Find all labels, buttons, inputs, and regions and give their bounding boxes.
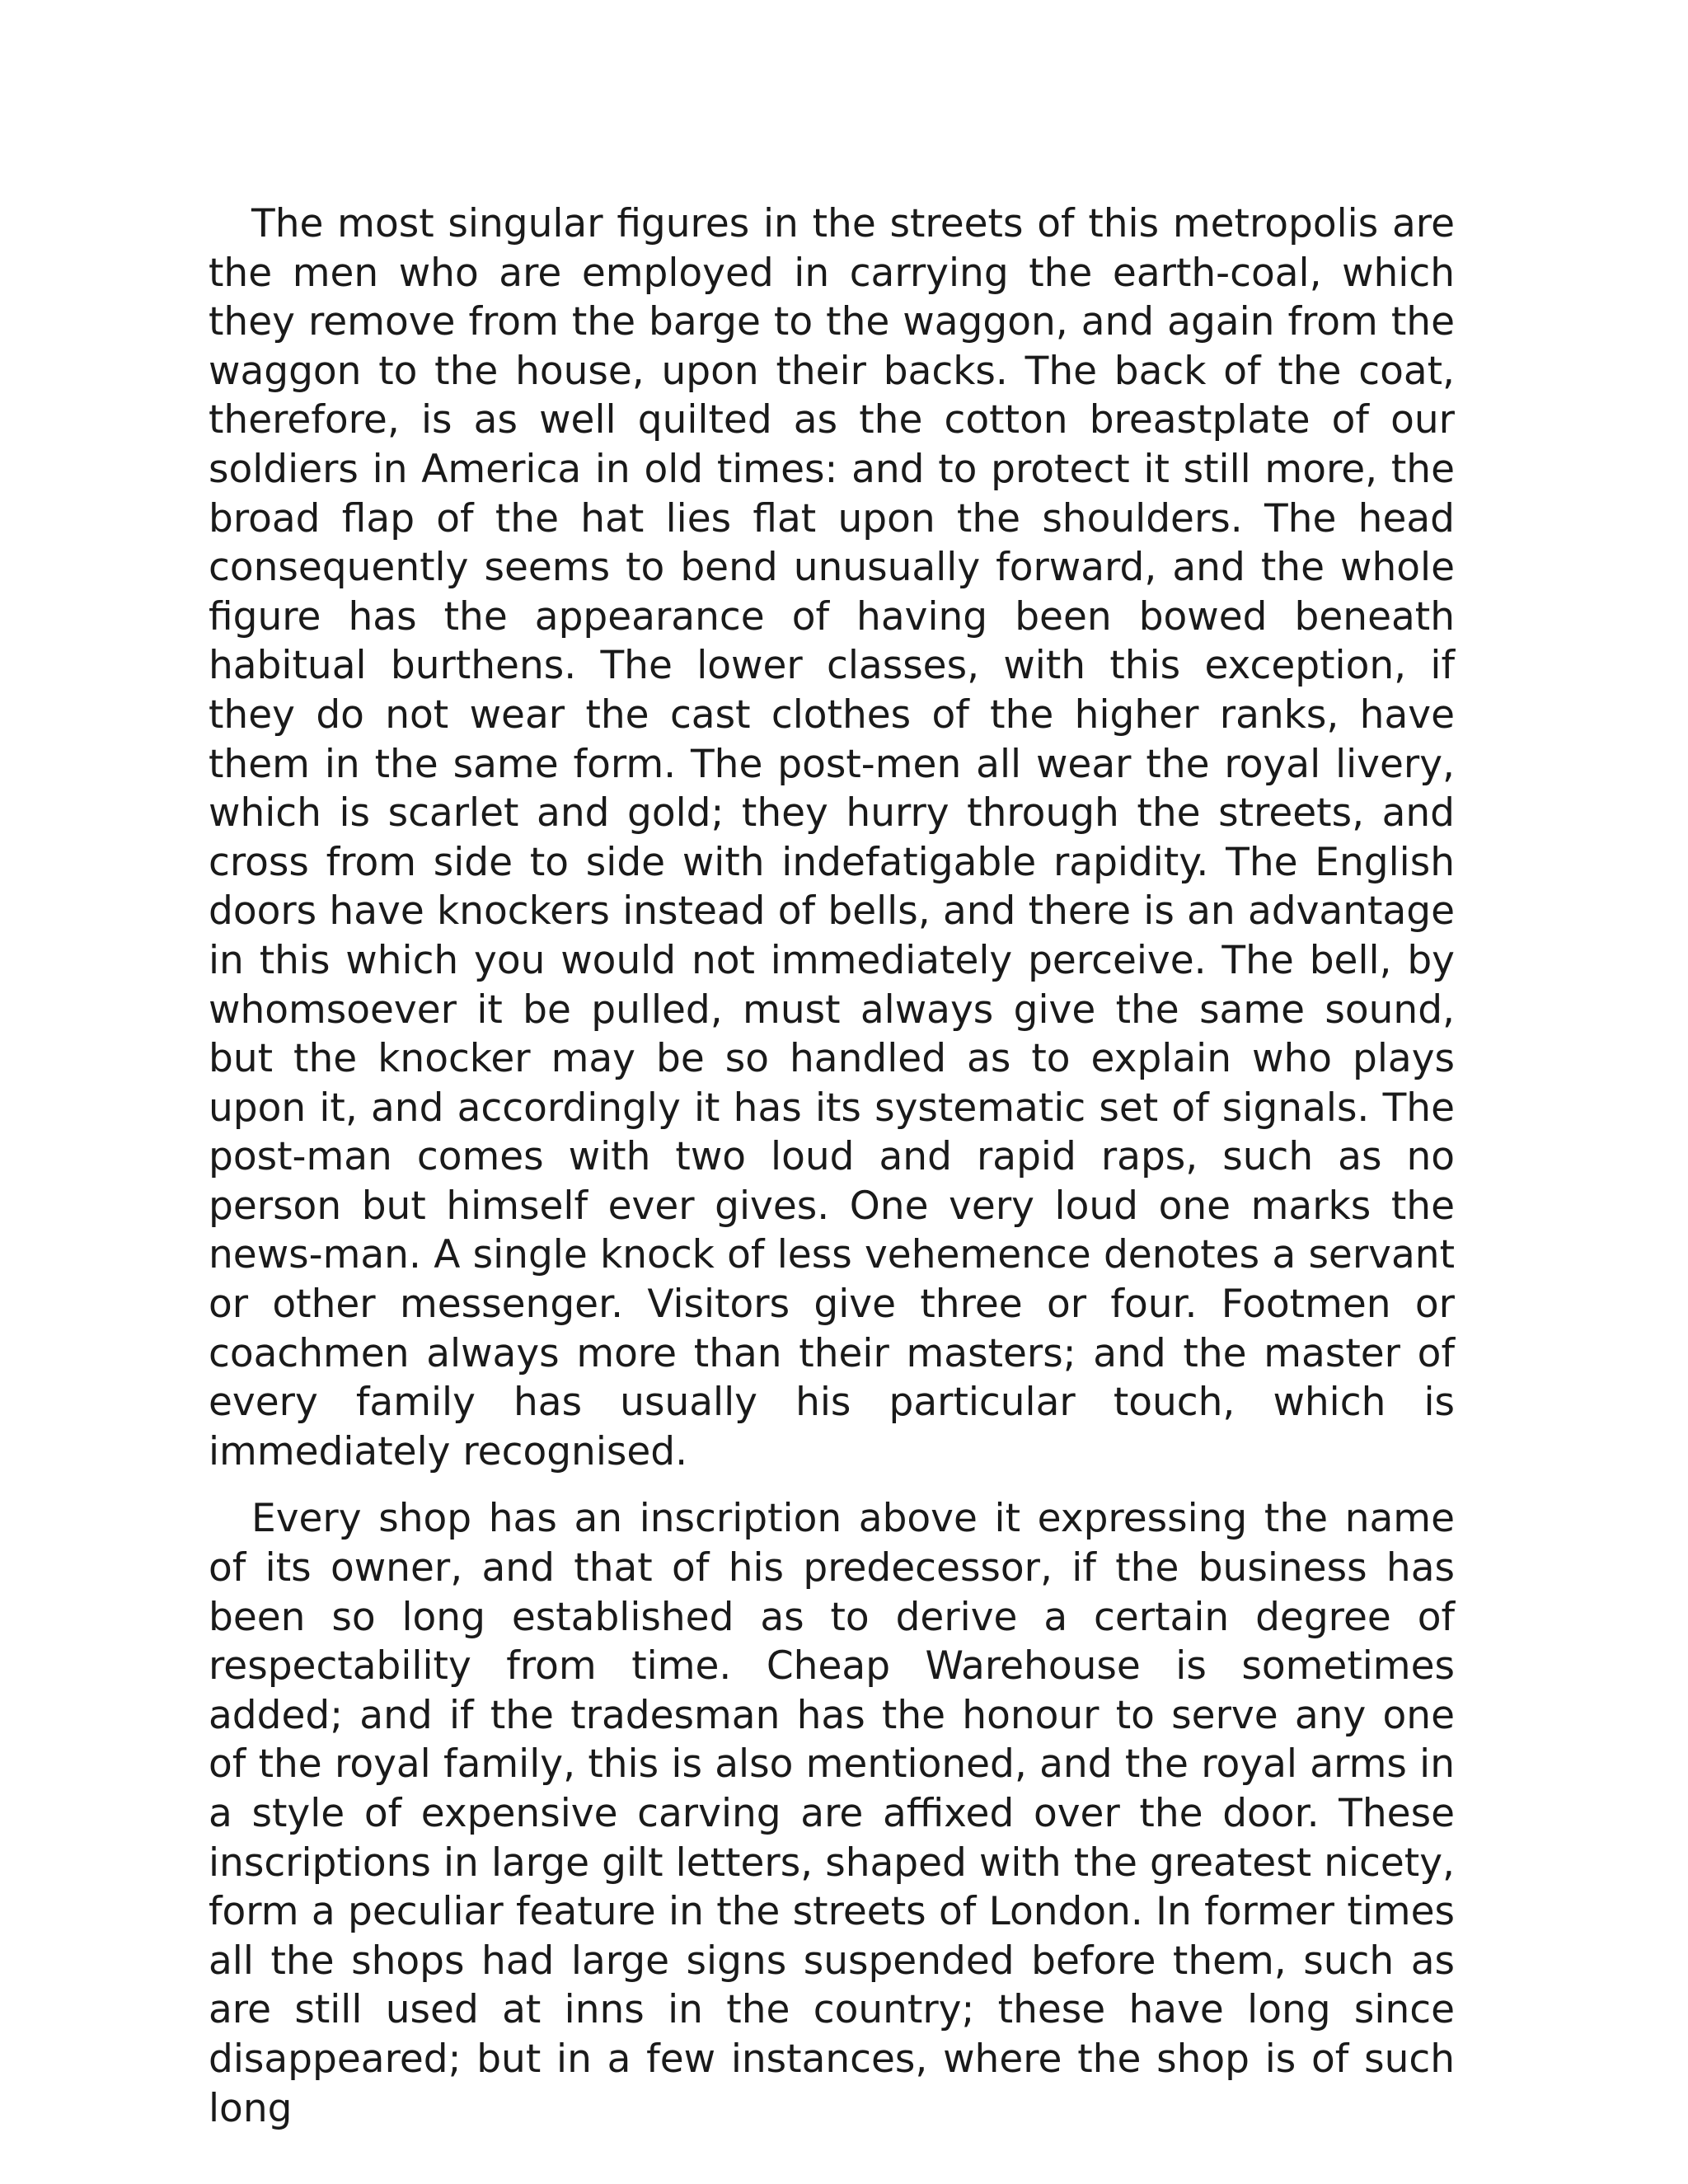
paragraph-shop-inscriptions: Every shop has an inscription above it expressing the name of its owner, and that of his predecessor, if the business has been so long established as to derive a certain degree of respectability from time. Cheap Warehouse is sometimes added; and if the tradesman has the honour to serve any one of the royal family, this is also mentioned, and the royal arms in a style of expensive carving are affixed over the door. These inscriptions in large gilt letters, shaped with the greatest nicety, form a peculiar feature in the streets of London. In former times all the shops had large signs suspended before them, such as are still used at inns in the country; these have long since disappeared; but in a few instances, where the shop is of such long xyxy=(209,1496,1455,2131)
document-page xyxy=(209,199,1455,2151)
paragraph-coal-carriers-and-knockers: The most singular figures in the streets of this metropolis are the men who are employed in carrying the earth-coal, which they remove from the barge to the waggon, and again from the waggon to the house, upon their backs. The back of the coat, therefore, is as well quilted as the cotton breastplate of our soldiers in America in old times: and to protect it still more, the broad flap of the hat lies flat upon the shoulders. The head consequently seems to bend unusually forward, and the whole figure has the appearance of having been bowed beneath habitual burthens. The lower classes, with this exception, if they do not wear the cast clothes of the higher ranks, have them in the same form. The post-men all wear the royal livery, which is scarlet and gold; they hurry through the streets, and cross from side to side with indefatigable rapidity. The English doors have knockers instead of bells, and there is an advantage in this which you would not immediately perceive. The bell, by whomsoever it be pulled, must always give the same sound, but the knocker may be so handled as to explain who plays upon it, and accordingly it has its systematic set of signals. The post-man comes with two loud and rapid raps, such as no person but himself ever gives. One very loud one marks the news-man. A single knock of less vehemence denotes a servant or other messenger. Visitors give three or four. Footmen or coachmen always more than their masters; and the master of every family has usually his particular touch, which is immediately recognised. xyxy=(209,201,1455,1474)
